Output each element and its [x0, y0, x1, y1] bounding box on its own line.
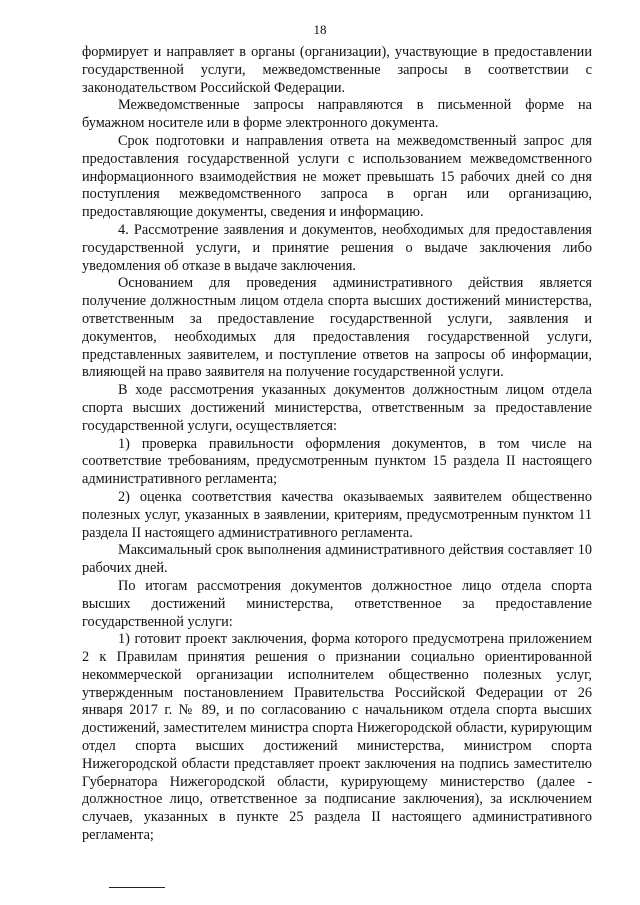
- paragraph: 1) проверка правильности оформления документов, в том числе на соответствие требованиям, предусмотренным пунктом 15 раздела II настоящего административного регламента;: [82, 435, 592, 488]
- paragraph: формирует и направляет в органы (организации), участвующие в предоставлении государственной услуги, межведомственные запросы в соответствии с законодательством Российской Федерации.: [82, 44, 592, 96]
- paragraph: Срок подготовки и направления ответа на межведомственный запрос для предоставления государственной услуги с использованием межведомственного информационного взаимодействия не может превышать 15 рабочих дней со дня поступления межведомственного запроса в орган или организацию, предоставляющие документы, сведения и информацию.: [82, 132, 592, 221]
- paragraph: Основанием для проведения административного действия является получение должностным лицом отдела спорта высших достижений министерства, ответственным за предоставление государственной услуги, заявления и документов, необходимых для предоставления государственной услуги, представленных заявителем, и поступление ответов на запросы об информации, влияющей на право заявителя на получение государственной услуги.: [82, 275, 592, 381]
- paragraph: Максимальный срок выполнения административного действия составляет 10 рабочих дней.: [82, 542, 592, 577]
- paragraph: 1) готовит проект заключения, форма которого предусмотрена приложением 2 к Правилам принятия решения о признании социально ориентированной некоммерческой организации исполнителем общественно полезных услуг, утвержденным постановлением Правительства Российской Федерации от 26 января 2017 г. № 89, и по согласованию с начальником отдела спорта высших достижений, заместителем министра спорта Нижегородской области, курирующим отдел спорта высших достижений министерства, министром спорта Нижегородской области представляет проект заключения на подпись заместителю Губернатора Нижегородской области, курирующему министерство (далее - должностное лицо, ответственное за подписание заключения), за исключением случаев, указанных в пункте 25 раздела II настоящего административного регламента;: [82, 631, 592, 844]
- paragraph: Межведомственные запросы направляются в письменной форме на бумажном носителе или в форме электронного документа.: [82, 97, 592, 132]
- paragraph: 2) оценка соответствия качества оказываемых заявителем общественно полезных услуг, указанных в заявлении, критериям, предусмотренным пунктом 11 раздела II настоящего административного регламента.: [82, 488, 592, 541]
- paragraph: В ходе рассмотрения указанных документов должностным лицом отдела спорта высших достижений министерства, ответственным за предоставление государственной услуги, осуществляется:: [82, 382, 592, 434]
- page-number: 18: [313, 22, 327, 37]
- paragraph: По итогам рассмотрения документов должностное лицо отдела спорта высших достижений министерства, ответственное за предоставление государственной услуги:: [82, 577, 592, 630]
- footnote-divider: [109, 887, 165, 888]
- document-body: [82, 44, 592, 845]
- paragraph: 4. Рассмотрение заявления и документов, необходимых для предоставления государственной услуги, и принятие решения о выдаче заключения либо уведомления об отказе в выдаче заключения.: [82, 221, 592, 274]
